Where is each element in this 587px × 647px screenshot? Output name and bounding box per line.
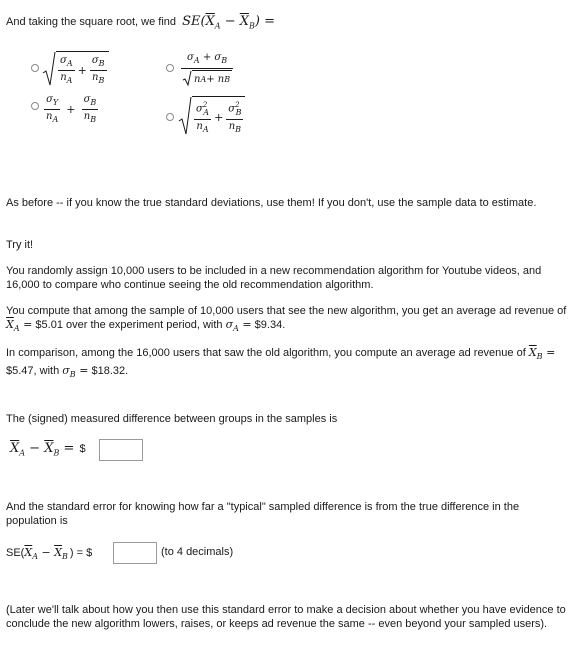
try-it-heading: Try it! <box>6 239 34 251</box>
xb-value: $5.47 <box>6 365 34 378</box>
intro-text: And taking the square root, we find <box>6 16 176 28</box>
se-prefix: SE( <box>6 547 25 559</box>
option-3-radio[interactable] <box>166 64 174 72</box>
option-4-formula: $\frac{\sigma^2_A}{n_A}$ + $\frac{\sigma^2_B}{n_B}$ <box>178 96 245 136</box>
option-2-radio[interactable] <box>31 102 39 110</box>
compute-text-1: You compute that among the sample of 10,000 users that see the new algorithm, you get an average ad revenue of <box>6 305 567 317</box>
para-signed: The (signed) measured difference between groups in the samples is <box>6 413 338 425</box>
sb-value: $18.32. <box>91 365 129 378</box>
se-row-formula: $\overline{X}_A - \overline{X}_B$ <box>24 546 68 562</box>
compare-text-2: , with <box>33 365 60 378</box>
option-1-formula: $\frac{\sigma_A}{n_A}$ + $\frac{\sigma_B}{n_B}$ <box>42 51 109 87</box>
diff-formula: $\overline{X}_A - \overline{X}_B$ = <box>10 441 75 458</box>
option-1-radio[interactable] <box>31 64 39 72</box>
se-suffix: ) = $ <box>69 547 93 559</box>
option-2-formula: $\frac{\sigma_Y}{n_A}$ + $\frac{\sigma_B}{n_B}$ <box>46 94 97 124</box>
xa-symbol: $\overline{X}_A$ = <box>6 318 33 334</box>
diff-row <box>10 441 86 458</box>
option-3-formula: $\sigma_A + \sigma_B$ n A + n B <box>180 52 234 86</box>
xa-value: $5.01 <box>35 319 63 331</box>
option-4-radio[interactable] <box>166 113 174 121</box>
para-assign: You randomly assign 10,000 users to be included in a new recommendation algorithm for Youtube videos, and 16,000 to compare who continue seeing the old recommendation algorithm. <box>6 265 542 291</box>
diff-dollar: $ <box>79 443 86 455</box>
intro-line <box>6 14 275 31</box>
para-compare <box>6 346 572 382</box>
se-row <box>6 546 92 561</box>
xb-symbol: $\overline{X}_B$ = <box>528 346 556 362</box>
para-se: And the standard error for knowing how far a "typical" sampled difference is from the true difference in the population is <box>6 501 520 527</box>
para-before: As before -- if you know the true standard deviations, use them! If you don't, use the sample data to estimate. <box>6 197 537 209</box>
compare-text-1: In comparison, among the 16,000 users that saw the old algorithm, you compute an average ad revenue of <box>6 347 526 359</box>
para-later: (Later we'll talk about how you then use this standard error to make a decision about whether you have evidence to conclude the new algorithm lowers, raises, or keeps ad revenue the same -- even beyond your sampled users). <box>6 604 566 630</box>
para-compute <box>6 304 572 336</box>
diff-input[interactable] <box>99 439 143 461</box>
sb-symbol: $\sigma_B$ = <box>62 364 89 380</box>
compute-text-2: over the experiment period, with <box>66 319 223 331</box>
sa-symbol: $\sigma_A$ = <box>225 318 252 334</box>
se-formula: $SE(\overline{X}_A - \overline{X}_B)$ = <box>182 14 276 31</box>
se-note: (to 4 decimals) <box>161 546 234 558</box>
sa-value: $9.34. <box>254 319 286 331</box>
se-input[interactable] <box>113 542 157 564</box>
